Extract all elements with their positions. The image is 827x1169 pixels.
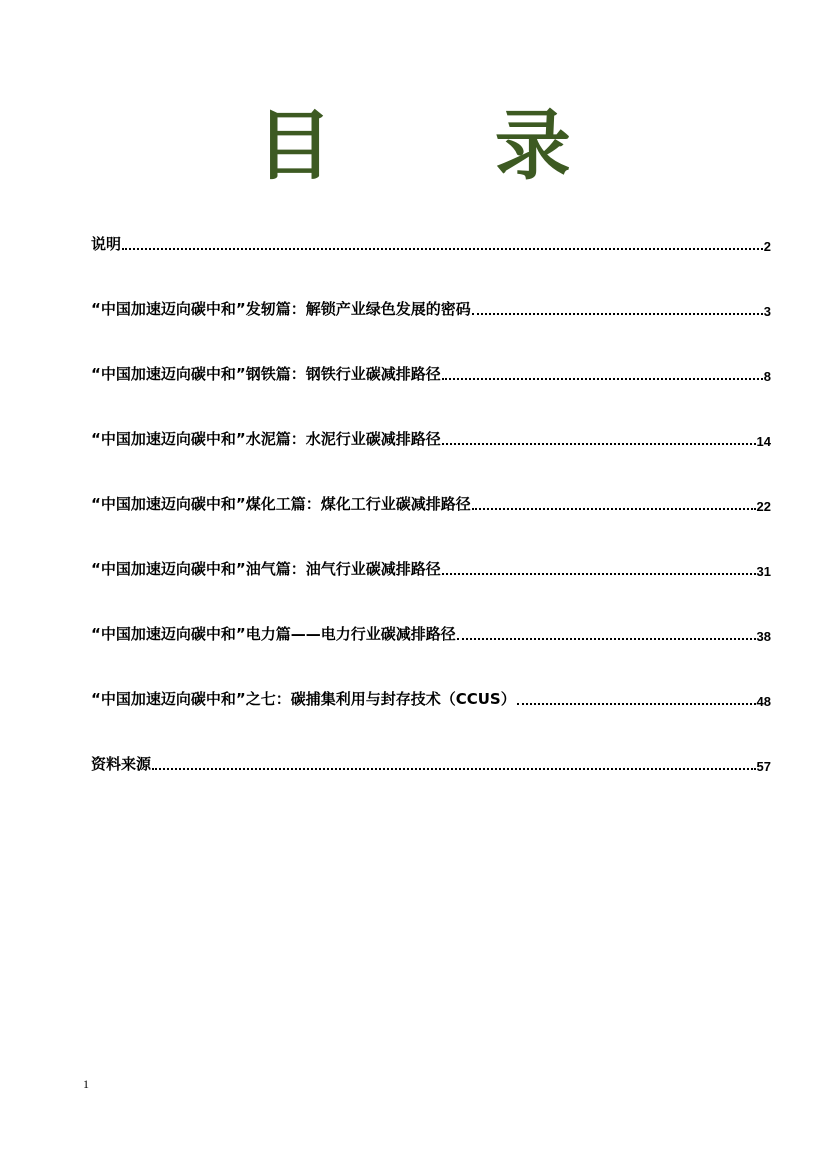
toc-entry-page: 22	[756, 499, 771, 514]
toc-entry[interactable]	[91, 232, 771, 254]
toc-entry-label: “中国加速迈向碳中和”水泥篇：水泥行业碳减排路径	[91, 430, 441, 448]
toc-leader-dots	[152, 754, 756, 770]
toc-entry-label: “中国加速迈向碳中和”油气篇：油气行业碳减排路径	[91, 560, 441, 578]
toc-leader-dots	[472, 494, 756, 510]
toc-entry[interactable]	[91, 557, 771, 579]
toc-entry[interactable]	[91, 297, 771, 319]
toc-leader-dots	[472, 299, 763, 315]
toc-leader-dots	[442, 559, 756, 575]
toc-entry-page: 48	[756, 694, 771, 709]
toc-entry-label: “中国加速迈向碳中和”之七：碳捕集利用与封存技术（CCUS）	[91, 690, 516, 708]
page-title: 目 录	[256, 101, 639, 190]
toc-entry-page: 57	[756, 759, 771, 774]
toc-entry-page: 31	[756, 564, 771, 579]
toc-entry-label: “中国加速迈向碳中和”煤化工篇：煤化工行业碳减排路径	[91, 495, 471, 513]
toc-entry[interactable]	[91, 492, 771, 514]
toc-entry-page: 8	[763, 369, 771, 384]
toc-leader-dots	[122, 234, 763, 250]
toc-entry-label: 资料来源	[91, 755, 152, 773]
toc-entry-page: 2	[763, 239, 771, 254]
toc-entry-page: 38	[756, 629, 771, 644]
toc-entry-label: “中国加速迈向碳中和”钢铁篇：钢铁行业碳减排路径	[91, 365, 441, 383]
toc-entry-label: “中国加速迈向碳中和”发轫篇：解锁产业绿色发展的密码	[91, 300, 471, 318]
toc-entry-label: 说明	[91, 235, 122, 253]
toc-entry[interactable]	[91, 687, 771, 709]
toc-leader-dots	[442, 364, 763, 380]
toc-entry-page: 14	[756, 434, 771, 449]
toc-entry[interactable]	[91, 752, 771, 774]
toc-leader-dots	[442, 429, 756, 445]
toc-leader-dots	[457, 624, 756, 640]
toc-entry-page: 3	[763, 304, 771, 319]
toc-entry[interactable]	[91, 362, 771, 384]
toc-leader-dots	[517, 689, 756, 705]
toc-entry-label: “中国加速迈向碳中和”电力篇——电力行业碳减排路径	[91, 625, 456, 643]
toc-entry[interactable]	[91, 427, 771, 449]
page-number: 1	[83, 1077, 89, 1091]
toc-entry[interactable]	[91, 622, 771, 644]
